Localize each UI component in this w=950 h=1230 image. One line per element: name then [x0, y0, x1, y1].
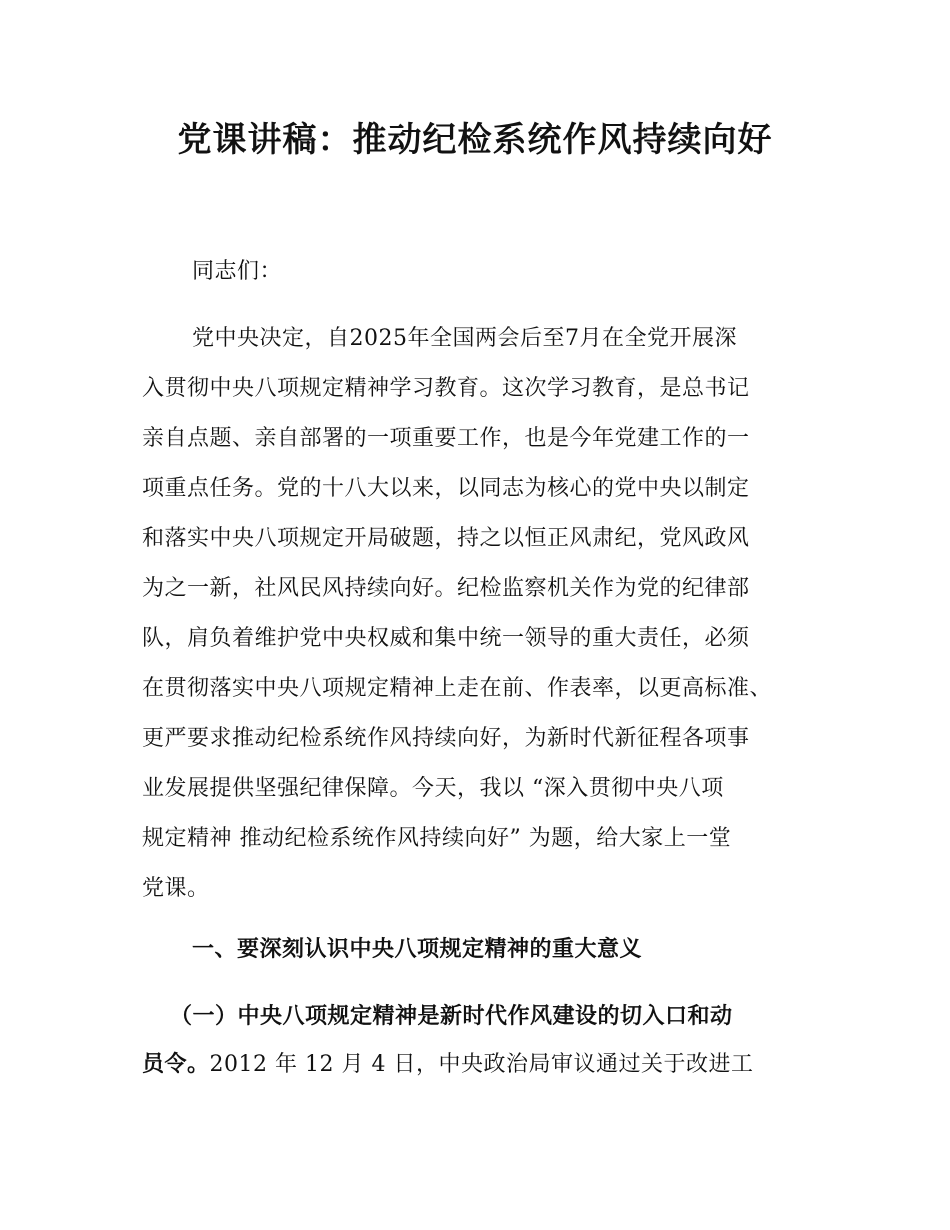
paragraph-line: 更严要求推动纪检系统作风持续向好，为新时代新征程各项事 [142, 726, 750, 751]
subsection-heading: （一）中央八项规定精神是新时代作风建设的切入口和动 [170, 1004, 733, 1029]
paragraph-line: 党中央决定，自2025年全国两会后至7月在全党开展深 [192, 326, 737, 351]
paragraph-line: 亲自点题、亲自部署的一项重要工作，也是今年党建工作的一 [142, 426, 750, 451]
paragraph-line: 队，肩负着维护党中央权威和集中统一领导的重大责任，必须 [142, 626, 750, 651]
paragraph-line: 规定精神 推动纪检系统作风持续向好” 为题，给大家上一堂 [142, 826, 732, 851]
subsection-line [142, 1050, 753, 1080]
paragraph-line: 和落实中央八项规定开局破题，持之以恒正风肃纪，党风政风 [142, 526, 750, 551]
page-title: 党课讲稿：推动纪检系统作风持续向好 [177, 120, 773, 160]
subsection-text: 2012 年 12 月 4 日，中央政治局审议通过关于改进工 [209, 1052, 754, 1077]
section-heading: 一、要深刻认识中央八项规定精神的重大意义 [192, 937, 643, 962]
paragraph-line: 在贯彻落实中央八项规定精神上走在前、作表率，以更高标准、 [142, 676, 773, 701]
salutation: 同志们： [192, 259, 283, 284]
paragraph-line: 党课。 [142, 876, 210, 901]
paragraph-line: 业发展提供坚强纪律保障。今天，我以 “深入贯彻中央八项 [142, 776, 724, 801]
subsection-heading-cont: 员令。 [142, 1052, 210, 1077]
paragraph-line: 入贯彻中央八项规定精神学习教育。这次学习教育，是总书记 [142, 376, 750, 401]
paragraph-line: 项重点任务。党的十八大以来，以同志为核心的党中央以制定 [142, 476, 750, 501]
paragraph-line: 为之一新，社风民风持续向好。纪检监察机关作为党的纪律部 [142, 576, 750, 601]
